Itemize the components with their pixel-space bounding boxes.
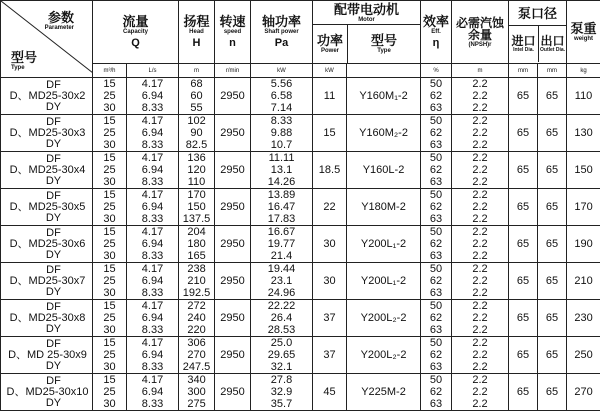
capacity-m3h: 15 25 30	[93, 263, 127, 300]
head-values: 306 270 247.5	[179, 337, 215, 374]
capacity-m3h: 15 25 30	[93, 226, 127, 263]
capacity-ls: 4.17 6.94 8.33	[127, 189, 179, 226]
capacity-m3h: 15 25 30	[93, 115, 127, 152]
weight-value: 170	[567, 189, 600, 226]
efficiency-values: 50 62 63	[421, 152, 452, 189]
motor-power-header: 功率 Power	[313, 25, 348, 63]
shaft-power-values: 16.67 19.77 21.4	[251, 226, 313, 263]
inlet-dia-value: 65	[509, 226, 538, 263]
motor-type-value: Y200L₁-2	[347, 263, 421, 300]
motor-type-value: Y200L₂-2	[347, 337, 421, 374]
head-values: 340 300 275	[179, 374, 215, 411]
capacity-m3h: 15 25 30	[93, 189, 127, 226]
outlet-dia-value: 65	[538, 115, 567, 152]
pump-model: DF D、MD25-30x5 DY	[1, 189, 93, 226]
unit-cap-m3h: m³/h	[93, 64, 127, 78]
efficiency-values: 50 62 63	[421, 78, 452, 115]
motor-power-value: 30	[313, 226, 347, 263]
inlet-dia-value: 65	[509, 337, 538, 374]
motor-type-value: Y225M-2	[347, 374, 421, 411]
motor-power-value: 30	[313, 263, 347, 300]
capacity-m3h: 15 25 30	[93, 300, 127, 337]
motor-header: 配带电动机 Motor 功率 Power 型号 Type	[313, 1, 421, 64]
unit-motor-type	[347, 64, 421, 78]
shaft-power-values: 25.0 29.65 32.1	[251, 337, 313, 374]
weight-value: 230	[567, 300, 600, 337]
table-row	[1, 300, 600, 337]
pump-model: DF D、MD25-30x6 DY	[1, 226, 93, 263]
shaft-power-values: 27.8 32.9 35.7	[251, 374, 313, 411]
speed-value: 2950	[215, 78, 251, 115]
table-row	[1, 263, 600, 300]
shaft-power-values: 11.11 13.1 14.26	[251, 152, 313, 189]
pump-model: DF D、MD25-30x10 DY	[1, 374, 93, 411]
unit-weight: kg	[567, 64, 600, 78]
unit-shaft: kW	[251, 64, 313, 78]
shaft-power-values: 5.56 6.58 7.14	[251, 78, 313, 115]
motor-power-value: 15	[313, 115, 347, 152]
npsh-values: 2.2 2.2 2.2	[452, 115, 509, 152]
type-cn: 型号	[11, 50, 38, 65]
head-values: 68 60 55	[179, 78, 215, 115]
shaft-power-values: 19.44 23.1 24.96	[251, 263, 313, 300]
unit-eff: %	[421, 64, 452, 78]
outlet-dia-value: 65	[538, 189, 567, 226]
outlet-header: 出口 Outlet Dia.	[540, 33, 566, 53]
inlet-dia-value: 65	[509, 300, 538, 337]
pump-model: DF D、MD 25-30x9 DY	[1, 337, 93, 374]
motor-type-value: Y200L₁-2	[347, 226, 421, 263]
speed-value: 2950	[215, 189, 251, 226]
table-row	[1, 226, 600, 263]
param-cn: 参数	[47, 10, 74, 25]
head-values: 102 90 82.5	[179, 115, 215, 152]
speed-value: 2950	[215, 263, 251, 300]
motor-type-header: 型号 Type	[371, 33, 398, 54]
capacity-m3h: 15 25 30	[93, 374, 127, 411]
npsh-values: 2.2 2.2 2.2	[452, 226, 509, 263]
weight-value: 210	[567, 263, 600, 300]
capacity-ls: 4.17 6.94 8.33	[127, 78, 179, 115]
inlet-header: 进口 Intel Dia.	[509, 26, 539, 62]
npsh-values: 2.2 2.2 2.2	[452, 374, 509, 411]
weight-value: 130	[567, 115, 600, 152]
motor-type-value: Y160M₂-2	[347, 115, 421, 152]
head-header: 扬程 Head H	[179, 1, 215, 64]
type-en: Type	[11, 65, 25, 71]
capacity-ls: 4.17 6.94 8.33	[127, 337, 179, 374]
table-row	[1, 337, 600, 374]
head-values: 170 150 137.5	[179, 189, 215, 226]
capacity-ls: 4.17 6.94 8.33	[127, 300, 179, 337]
motor-power-value: 22	[313, 189, 347, 226]
capacity-m3h: 15 25 30	[93, 78, 127, 115]
weight-header: 泵重 weight	[567, 1, 600, 64]
table-row	[1, 115, 600, 152]
motor-power-value: 37	[313, 337, 347, 374]
outlet-dia-value: 65	[538, 226, 567, 263]
weight-value: 250	[567, 337, 600, 374]
head-values: 136 120 110	[179, 152, 215, 189]
inlet-dia-value: 65	[509, 115, 538, 152]
head-values: 272 240 220	[179, 300, 215, 337]
npsh-values: 2.2 2.2 2.2	[452, 189, 509, 226]
outlet-dia-value: 65	[538, 78, 567, 115]
head-values: 204 180 165	[179, 226, 215, 263]
pump-model: DF D、MD25-30x8 DY	[1, 300, 93, 337]
capacity-ls: 4.17 6.94 8.33	[127, 152, 179, 189]
npsh-values: 2.2 2.2 2.2	[452, 300, 509, 337]
npsh-values: 2.2 2.2 2.2	[452, 263, 509, 300]
speed-value: 2950	[215, 300, 251, 337]
motor-power-value: 37	[313, 300, 347, 337]
unit-inlet: mm	[509, 64, 538, 78]
shaft-power-values: 13.89 16.47 17.83	[251, 189, 313, 226]
unit-head: m	[179, 64, 215, 78]
motor-type-value: Y200L₂-2	[347, 300, 421, 337]
pump-model: DF D、MD25-30x3 DY	[1, 115, 93, 152]
motor-type-value: Y160L-2	[347, 152, 421, 189]
unit-cap-ls: L/s	[127, 64, 179, 78]
shaft-power-values: 8.33 9.88 10.7	[251, 115, 313, 152]
speed-value: 2950	[215, 115, 251, 152]
shaft-power-header: 轴功率 Shaft power Pa	[251, 1, 313, 64]
table-row	[1, 78, 600, 115]
speed-value: 2950	[215, 337, 251, 374]
efficiency-header: 效率 Eff. η	[421, 1, 452, 64]
efficiency-values: 50 62 63	[421, 263, 452, 300]
speed-header: 转速 speed n	[215, 1, 251, 64]
table-row	[1, 189, 600, 226]
table-row	[1, 152, 600, 189]
motor-power-value: 45	[313, 374, 347, 411]
pump-model: DF D、MD25-30x4 DY	[1, 152, 93, 189]
efficiency-values: 50 62 63	[421, 337, 452, 374]
efficiency-values: 50 62 63	[421, 115, 452, 152]
weight-value: 110	[567, 78, 600, 115]
unit-npsh: m	[452, 64, 509, 78]
capacity-header: 流量 Capacity Q	[93, 1, 179, 64]
capacity-ls: 4.17 6.94 8.33	[127, 263, 179, 300]
capacity-ls: 4.17 6.94 8.33	[127, 226, 179, 263]
capacity-m3h: 15 25 30	[93, 337, 127, 374]
diameter-header: 泵口径 进口 Intel Dia. 出口 Outlet Dia.	[509, 1, 567, 64]
table-row	[1, 374, 600, 411]
outlet-dia-value: 65	[538, 337, 567, 374]
motor-type-value: Y160M₁-2	[347, 78, 421, 115]
speed-value: 2950	[215, 374, 251, 411]
motor-power-value: 11	[313, 78, 347, 115]
param-en: Parameter	[44, 25, 74, 31]
npsh-header: 必需汽蚀余量 (NPSH)r	[452, 1, 509, 64]
outlet-dia-value: 65	[538, 374, 567, 411]
npsh-values: 2.2 2.2 2.2	[452, 337, 509, 374]
outlet-dia-value: 65	[538, 152, 567, 189]
efficiency-values: 50 62 63	[421, 226, 452, 263]
motor-power-value: 18.5	[313, 152, 347, 189]
inlet-dia-value: 65	[509, 78, 538, 115]
capacity-ls: 4.17 6.94 8.33	[127, 115, 179, 152]
unit-outlet: mm	[538, 64, 567, 78]
inlet-dia-value: 65	[509, 374, 538, 411]
pump-model: DF D、MD25-30x2 DY	[1, 78, 93, 115]
efficiency-values: 50 62 63	[421, 189, 452, 226]
weight-value: 270	[567, 374, 600, 411]
speed-value: 2950	[215, 226, 251, 263]
efficiency-values: 50 62 63	[421, 300, 452, 337]
npsh-values: 2.2 2.2 2.2	[452, 78, 509, 115]
weight-value: 190	[567, 226, 600, 263]
unit-speed: r/min	[215, 64, 251, 78]
efficiency-values: 50 62 63	[421, 374, 452, 411]
outlet-dia-value: 65	[538, 263, 567, 300]
speed-value: 2950	[215, 152, 251, 189]
inlet-dia-value: 65	[509, 189, 538, 226]
weight-value: 150	[567, 152, 600, 189]
parameter-type-header	[1, 1, 93, 78]
head-values: 238 210 192.5	[179, 263, 215, 300]
pump-model: DF D、MD25-30x7 DY	[1, 263, 93, 300]
inlet-dia-value: 65	[509, 263, 538, 300]
outlet-dia-value: 65	[538, 300, 567, 337]
npsh-values: 2.2 2.2 2.2	[452, 152, 509, 189]
capacity-m3h: 15 25 30	[93, 152, 127, 189]
motor-type-value: Y180M-2	[347, 189, 421, 226]
shaft-power-values: 22.22 26.4 28.53	[251, 300, 313, 337]
inlet-dia-value: 65	[509, 152, 538, 189]
capacity-ls: 4.17 6.94 8.33	[127, 374, 179, 411]
unit-power: kW	[313, 64, 347, 78]
